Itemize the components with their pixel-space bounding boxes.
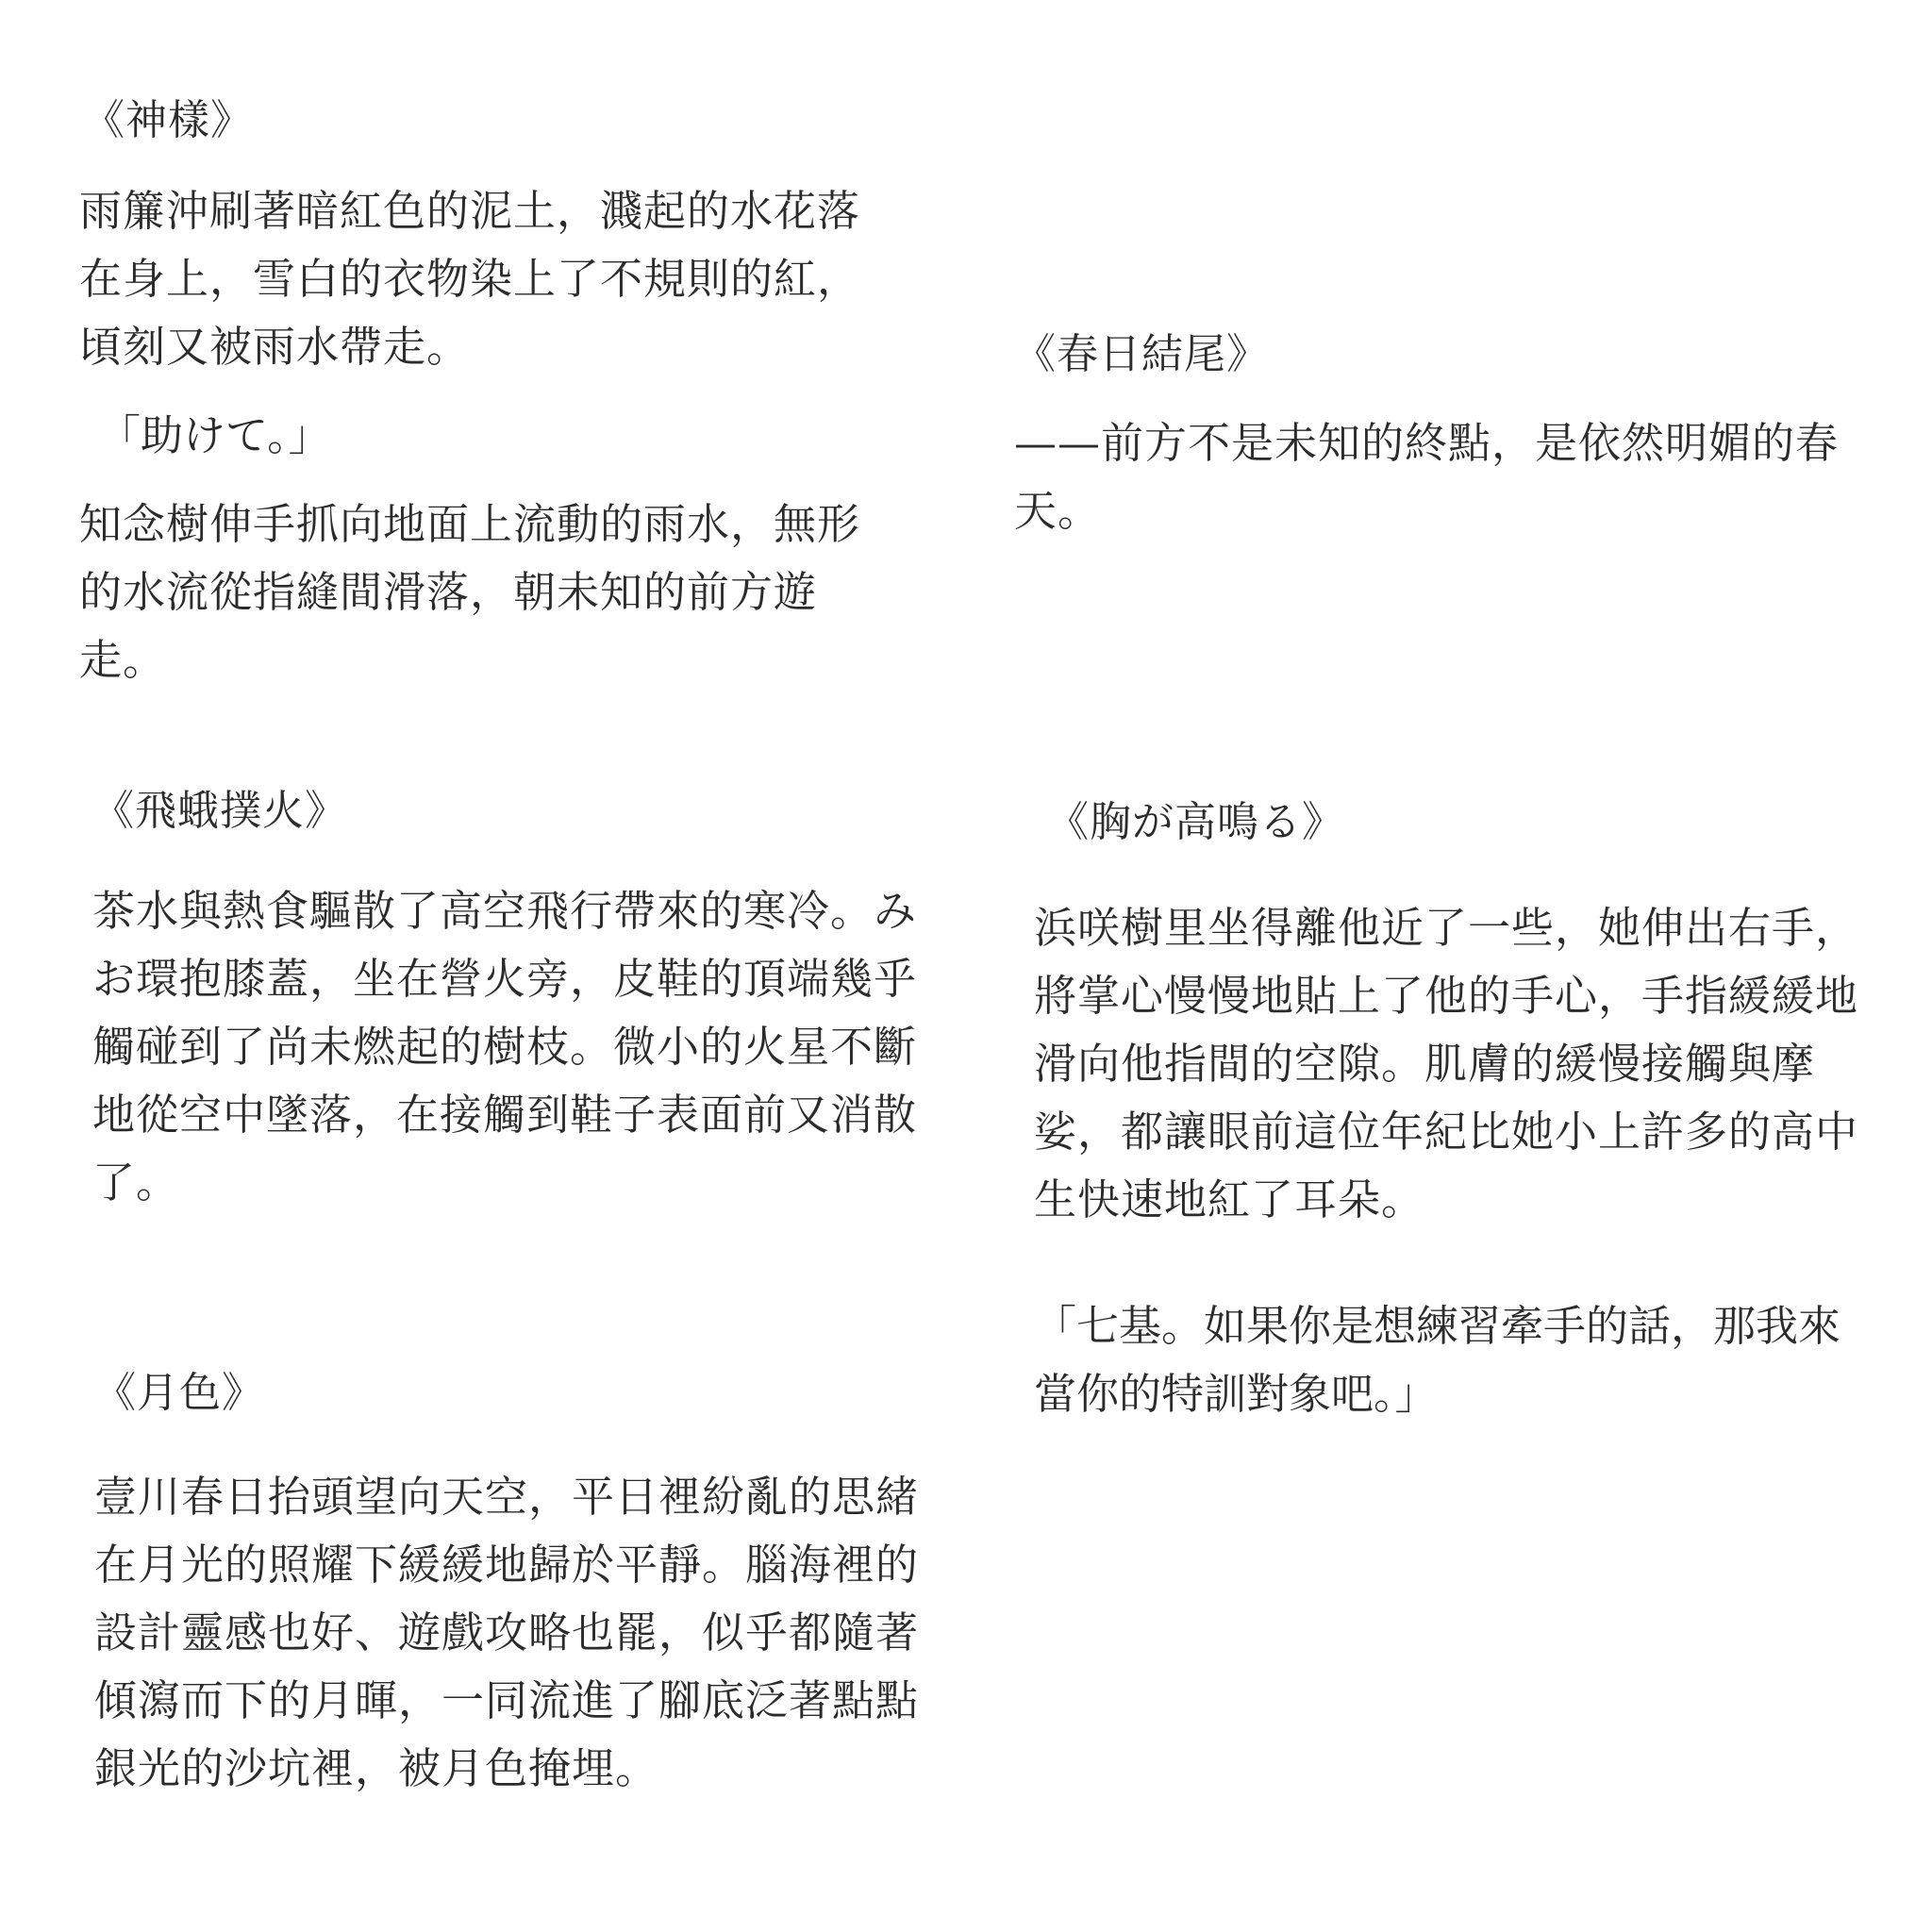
story-kamisama — [79, 92, 900, 694]
story-quote: 「助けて。」 — [98, 410, 331, 460]
story-title: 《神樣》 — [83, 96, 253, 144]
story-paragraph: ——前方不是未知的終點，是依然明媚的春天。 — [1014, 418, 1840, 536]
story-heart — [1034, 794, 1864, 1428]
story-paragraph: 浜咲樹里坐得離他近了一些，她伸出右手，將掌心慢慢地貼上了他的手心，手指緩緩地滑向他指間的空隙。肌膚的緩慢接觸與摩娑，都讓眼前這位年紀比她小上許多的高中生快速地紅了耳朵。 — [1034, 903, 1859, 1224]
story-title: 《春日結尾》 — [1014, 330, 1269, 378]
story-quote: 「七基。如果你是想練習牽手的話，那我來當你的特訓對象吧。」 — [1034, 1301, 1841, 1419]
story-paragraph: 茶水與熱食驅散了高空飛行帶來的寒冷。みお環抱膝蓋，坐在營火旁，皮鞋的頂端幾乎觸碰到了尚未燃起的樹枝。微小的火星不斷地從空中墜落，在接觸到鞋子表面前又消散了。 — [92, 886, 918, 1208]
story-title: 《胸が高鳴る》 — [1047, 798, 1344, 846]
story-moon — [94, 1365, 924, 1803]
story-moth — [92, 783, 923, 1217]
story-paragraph: 雨簾沖刷著暗紅色的泥土，濺起的水花落在身上，雪白的衣物染上了不規則的紅，頃刻又被雨水帶走。 — [79, 186, 861, 372]
story-title: 《月色》 — [94, 1369, 264, 1417]
story-title: 《飛蛾撲火》 — [92, 787, 347, 835]
story-paragraph: 壹川春日抬頭望向天空，平日裡紛亂的思緒在月光的照耀下緩緩地歸於平靜。腦海裡的設計靈感也好、遊戲攻略也罷，似乎都隨著傾瀉而下的月暉，一同流進了腳底泛著點點銀光的沙坑裡，被月色掩埋。 — [94, 1472, 920, 1793]
story-haru-end — [1014, 326, 1877, 545]
story-paragraph: 知念樹伸手抓向地面上流動的雨水，無形的水流從指縫間滑落，朝未知的前方遊走。 — [79, 499, 861, 685]
